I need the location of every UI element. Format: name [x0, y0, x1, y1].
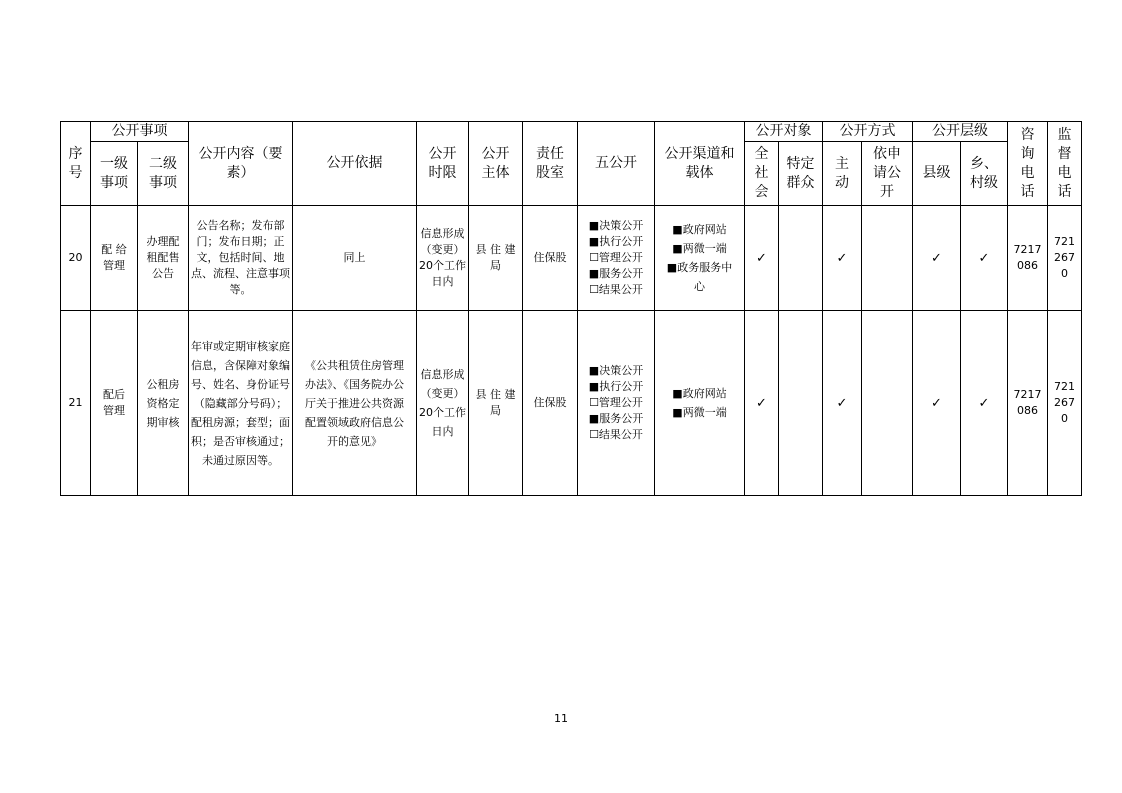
five-open-item: ■服务公开	[588, 267, 644, 280]
header-target-group: 公开对象	[745, 122, 823, 142]
five-open-item: ■服务公开	[588, 412, 644, 425]
header-matter-group: 公开事项	[91, 122, 189, 142]
channel-item: 心	[694, 280, 705, 293]
table-row	[61, 311, 1082, 496]
row-county-check: ✓	[913, 206, 961, 311]
row-town-village-check: ✓	[961, 311, 1008, 496]
header-five-open: 五公开	[578, 122, 655, 206]
row-basis: 同上	[293, 206, 417, 311]
row-on-request-check	[862, 311, 913, 496]
five-open-item: ☐结果公开	[589, 283, 643, 296]
five-open-item: ☐管理公开	[589, 396, 643, 409]
five-open-item: ■执行公开	[588, 380, 644, 393]
row-supervise-phone: 721 267 0	[1048, 311, 1082, 496]
row-time-limit: 信息形成（变更）20个工作日内	[417, 311, 469, 496]
row-active-check: ✓	[823, 206, 862, 311]
five-open-item: ■执行公开	[588, 235, 644, 248]
row-subject: 县 住 建 局	[469, 311, 523, 496]
row-time-limit: 信息形成（变更）20个工作日内	[417, 206, 469, 311]
row-active-check: ✓	[823, 311, 862, 496]
header-supervise-phone: 监 督 电 话	[1048, 122, 1082, 206]
header-town-village: 乡、 村级	[961, 142, 1008, 206]
header-time-limit: 公开 时限	[417, 122, 469, 206]
row-five-open	[578, 311, 655, 496]
header-whole-society: 全 社 会	[745, 142, 779, 206]
channel-item: ■两微一端	[672, 242, 727, 255]
row-level1: 配后 管理	[91, 311, 138, 496]
header-subject: 公开 主体	[469, 122, 523, 206]
header-level-group: 公开层级	[913, 122, 1008, 142]
header-specific-group: 特定 群众	[779, 142, 823, 206]
row-supervise-phone: 721 267 0	[1048, 206, 1082, 311]
disclosure-table	[60, 121, 1082, 496]
header-seq: 序 号	[61, 122, 91, 206]
header-channel: 公开渠道和 载体	[655, 122, 745, 206]
row-level2: 公租房 资格定 期审核	[138, 311, 189, 496]
row-specific-group-check	[779, 311, 823, 496]
header-level1: 一级 事项	[91, 142, 138, 206]
channel-item: ■两微一端	[672, 406, 727, 419]
row-subject: 县 住 建 局	[469, 206, 523, 311]
five-open-item: ■决策公开	[588, 364, 644, 377]
row-specific-group-check	[779, 206, 823, 311]
row-seq: 20	[61, 206, 91, 311]
page-number: 11	[554, 712, 568, 725]
row-channel	[655, 206, 745, 311]
row-content: 年审或定期审核家庭信息，含保障对象编号、姓名、身份证号（隐藏部分号码）；配租房源；套型；面积；是否审核通过；未通过原因等。	[189, 311, 293, 496]
row-level1: 配 给 管理	[91, 206, 138, 311]
channel-item: ■政府网站	[672, 223, 727, 236]
row-office: 住保股	[523, 206, 578, 311]
channel-item: ■政务服务中	[666, 261, 733, 274]
header-office: 责任 股室	[523, 122, 578, 206]
header-county: 县级	[913, 142, 961, 206]
row-on-request-check	[862, 206, 913, 311]
header-content: 公开内容（要 素）	[189, 122, 293, 206]
five-open-item: ■决策公开	[588, 219, 644, 232]
channel-item: ■政府网站	[672, 387, 727, 400]
header-basis: 公开依据	[293, 122, 417, 206]
row-content: 公告名称；发布部门；发布日期；正文，包括时间、地点、流程、注意事项等。	[189, 206, 293, 311]
row-channel	[655, 311, 745, 496]
header-level2: 二级 事项	[138, 142, 189, 206]
row-seq: 21	[61, 311, 91, 496]
header-method-group: 公开方式	[823, 122, 913, 142]
row-office: 住保股	[523, 311, 578, 496]
table-row	[61, 206, 1082, 311]
header-on-request: 依申 请公 开	[862, 142, 913, 206]
row-consult-phone: 7217 086	[1008, 206, 1048, 311]
row-whole-society-check: ✓	[745, 206, 779, 311]
row-county-check: ✓	[913, 311, 961, 496]
five-open-item: ☐管理公开	[589, 251, 643, 264]
row-basis: 《公共租赁住房管理办法》、《国务院办公厅关于推进公共资源配置领域政府信息公开的意见》	[293, 311, 417, 496]
row-whole-society-check: ✓	[745, 311, 779, 496]
row-level2: 办理配 租配售 公告	[138, 206, 189, 311]
header-consult-phone: 咨 询 电 话	[1008, 122, 1048, 206]
row-consult-phone: 7217 086	[1008, 311, 1048, 496]
five-open-item: ☐结果公开	[589, 428, 643, 441]
row-five-open	[578, 206, 655, 311]
row-town-village-check: ✓	[961, 206, 1008, 311]
header-active: 主 动	[823, 142, 862, 206]
